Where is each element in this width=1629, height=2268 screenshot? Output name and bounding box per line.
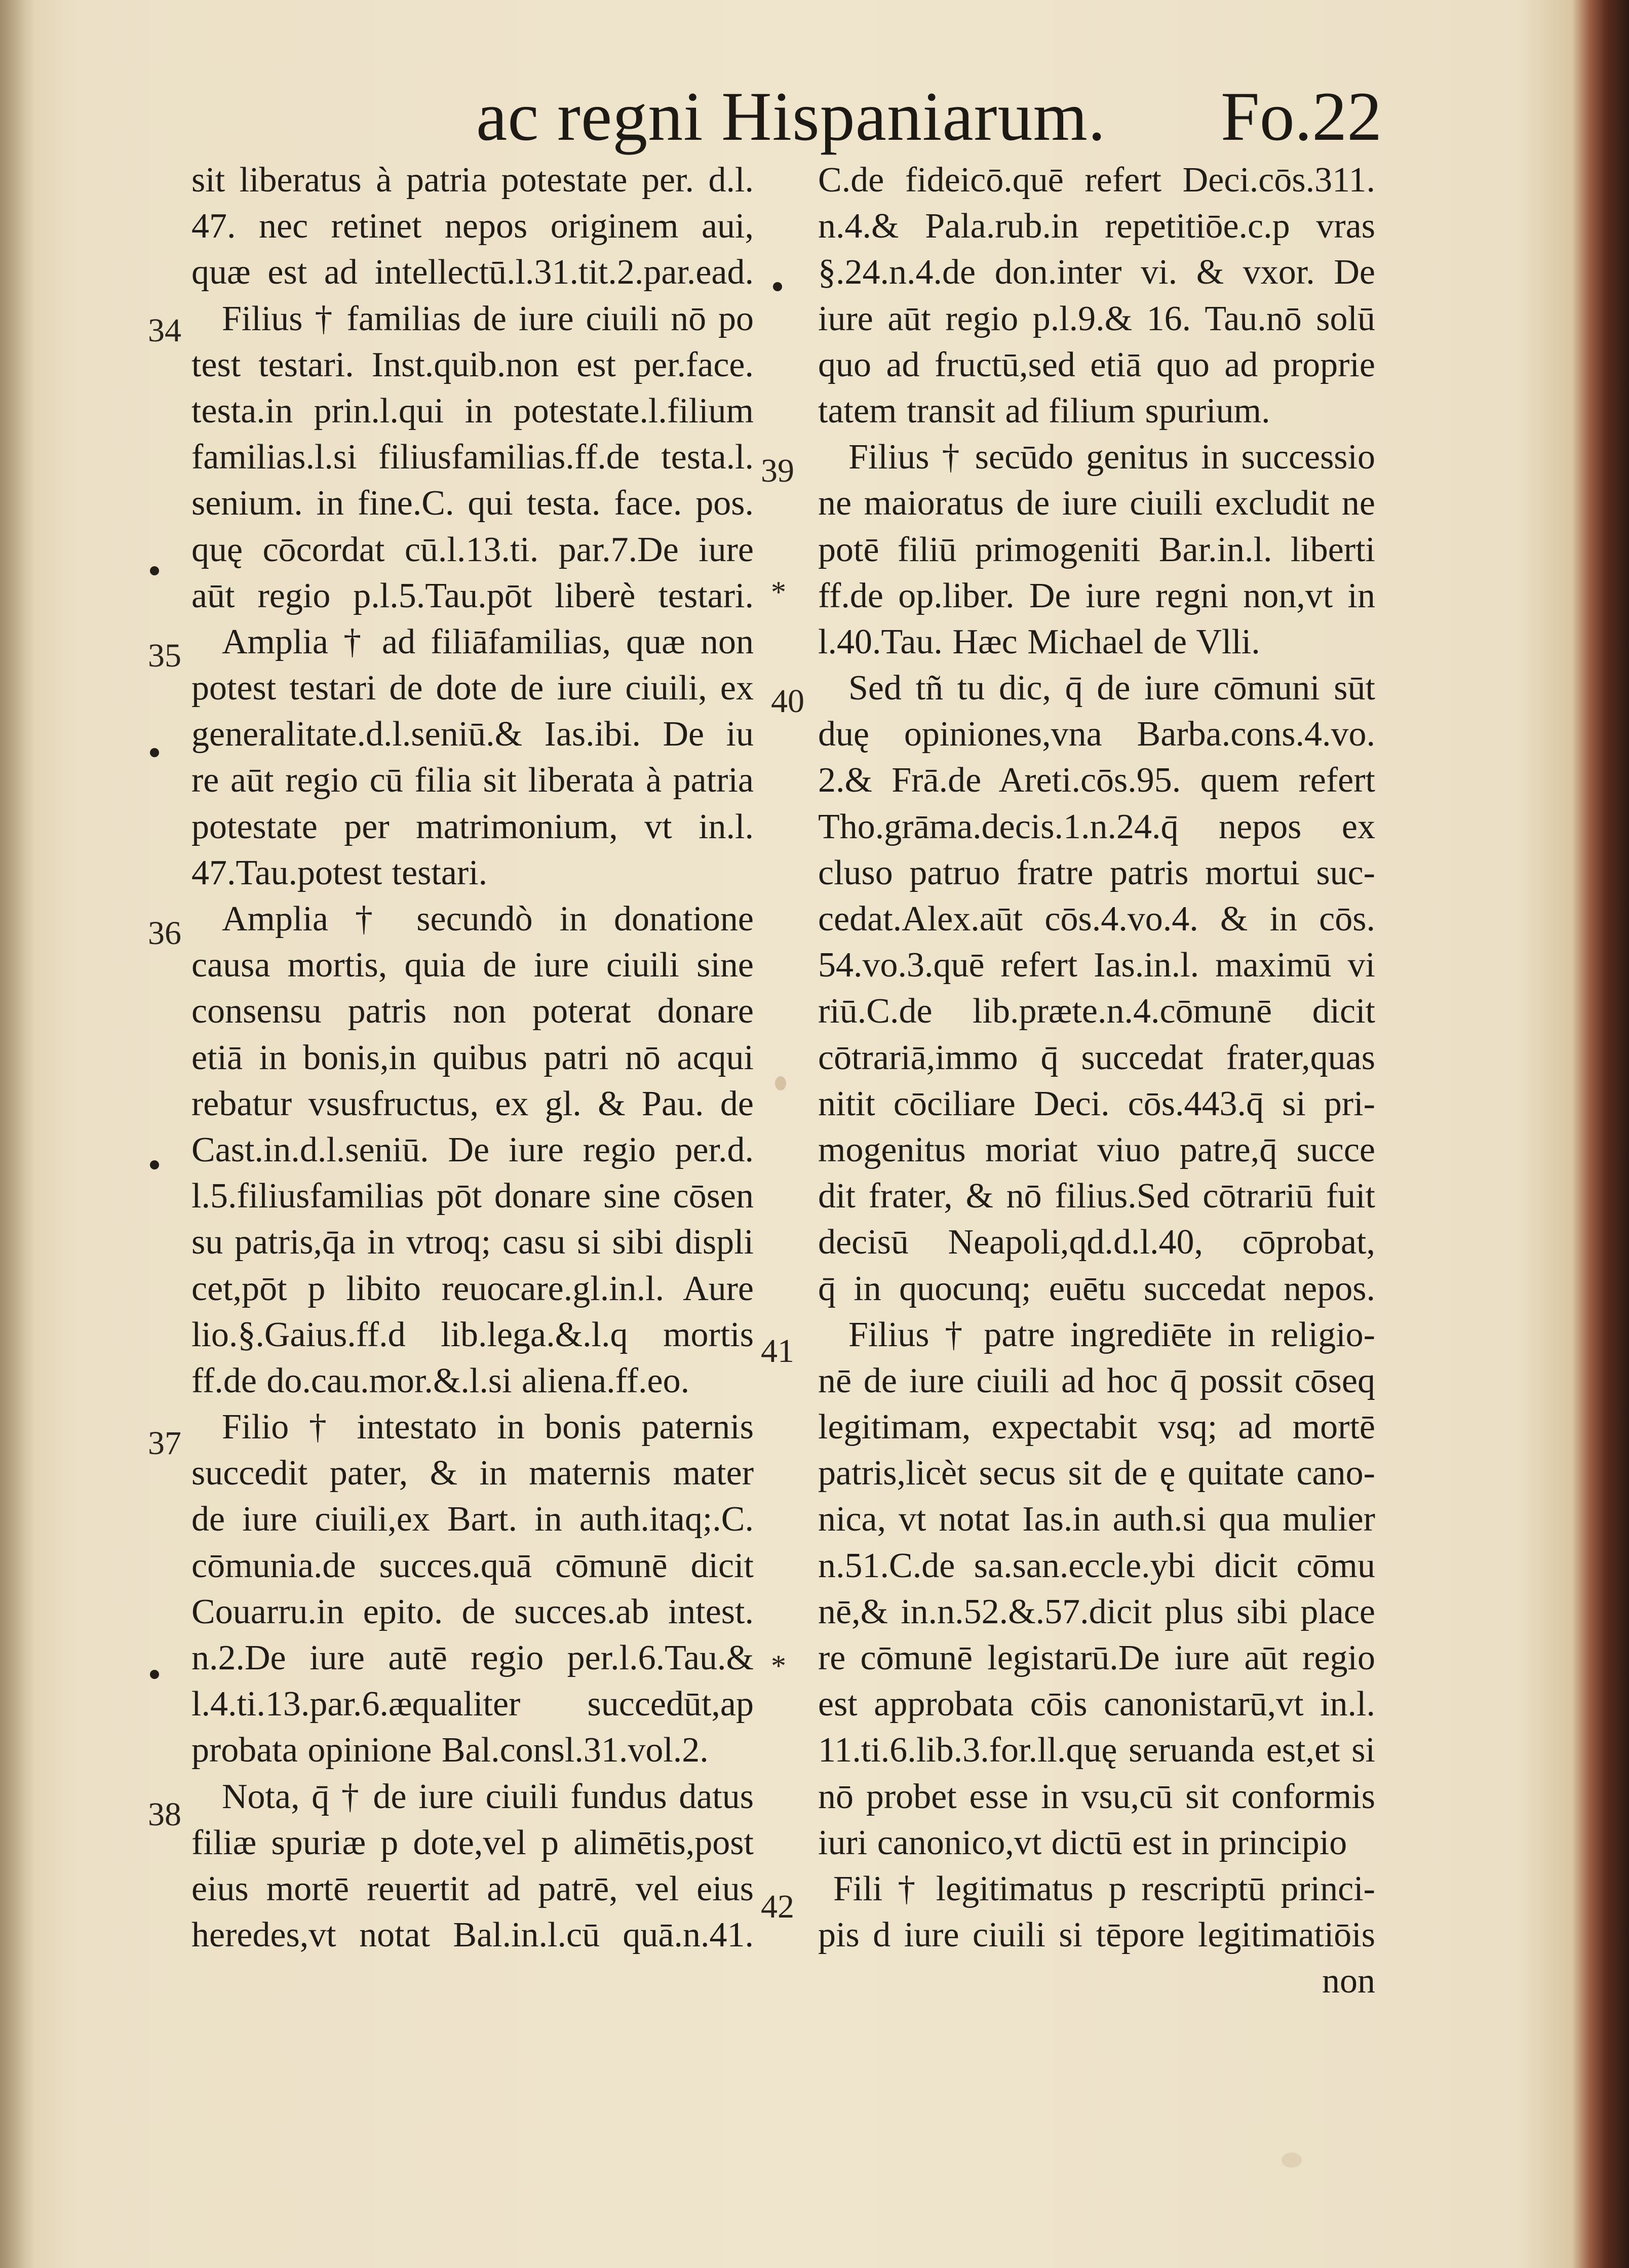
- text-line: quæ est ad intellectū.l.31.tit.2.par.ead.: [191, 253, 754, 292]
- text-line: §.24.n.4.de don.inter vi. & vxor. De: [818, 253, 1375, 292]
- text-line: test testari. Inst.quib.non est per.face.: [191, 345, 754, 384]
- text-line: decisū Neapoli,qd.d.l.40, cōprobat,: [818, 1223, 1375, 1262]
- margin-bullet: [150, 1160, 159, 1169]
- text-line: duę opiniones,vna Barba.cons.4.vo.: [818, 715, 1375, 754]
- text-line: iuri canonico,vt dictū est in principio: [818, 1823, 1347, 1862]
- text-line: 11.ti.6.lib.3.for.ll.quę seruanda est,et si: [818, 1731, 1375, 1770]
- text-line: tatem transit ad filium spurium.: [818, 391, 1270, 431]
- text-line: Filius † patre ingrediēte in religio-: [848, 1315, 1375, 1354]
- text-line: 2.& Frā.de Areti.cōs.95. quem refert: [818, 761, 1375, 800]
- paragraph-number-41: 41: [761, 1333, 794, 1370]
- folio-number: Fo.22: [1221, 77, 1382, 155]
- text-line: 47. nec retinet nepos originem aui,: [191, 207, 754, 246]
- text-line: potestate per matrimonium, vt in.l.: [191, 807, 754, 846]
- text-line: probata opinione Bal.consl.31.vol.2.: [191, 1731, 709, 1770]
- text-line: legitimam, expectabit vsq; ad mortē: [818, 1407, 1375, 1447]
- text-line: Cast.in.d.l.seniū. De iure regio per.d.: [191, 1130, 754, 1169]
- text-line: rebatur vsusfructus, ex gl. & Pau. de: [191, 1084, 754, 1123]
- text-line: 47.Tau.potest testari.: [191, 853, 488, 892]
- text-line: Amplia † secundò in donatione: [222, 900, 754, 939]
- text-line: potest testari de dote de iure ciuili, ex: [191, 669, 754, 708]
- paragraph-number-40: 40: [771, 683, 804, 720]
- margin-bullet: [150, 748, 159, 757]
- text-line: Couarru.in epito. de succes.ab intest.: [191, 1592, 754, 1631]
- text-line: nō probet esse in vsu,cū sit conformis: [818, 1777, 1375, 1816]
- text-line: senium. in fine.C. qui testa. face. pos.: [191, 484, 754, 523]
- text-line: est approbata cōis canonistarū,vt in.l.: [818, 1685, 1375, 1724]
- text-line: l.4.ti.13.par.6.æqualiter succedūt,ap: [191, 1685, 754, 1724]
- paper-stain: [1282, 2153, 1302, 2168]
- text-line: Fili † legitimatus p rescriptū princi-: [833, 1869, 1375, 1908]
- running-head: ac regni Hispaniarum.: [476, 77, 1106, 155]
- text-line: su patris,q̄a in vtroq; casu si sibi displi: [191, 1223, 754, 1262]
- text-line: n.51.C.de sa.san.eccle.ybi dicit cōmu: [818, 1546, 1375, 1585]
- text-line: etiā in bonis,in quibus patri nō acqui: [191, 1038, 754, 1077]
- text-line: cluso patruo fratre patris mortui suc-: [818, 853, 1375, 892]
- margin-bullet: [150, 1670, 159, 1679]
- text-line: nē,& in.n.52.&.57.dicit plus sibi place: [818, 1592, 1375, 1631]
- left-text-column: [191, 157, 754, 1958]
- text-line: Tho.grāma.decis.1.n.24.q̄ nepos ex: [818, 807, 1375, 846]
- text-line: l.40.Tau. Hæc Michael de Vlli.: [818, 622, 1260, 661]
- margin-bullet: [150, 566, 159, 575]
- text-line: cōtrariā,immo q̄ succedat frater,quas: [818, 1038, 1375, 1077]
- text-line: Amplia † ad filiāfamilias, quæ non: [222, 622, 754, 661]
- text-line: Filius † secūdo genitus in successio: [848, 438, 1375, 477]
- text-line: patris,licèt secus sit de ę quitate cano-: [818, 1454, 1375, 1493]
- text-line: n.4.& Pala.rub.in repetitiōe.c.p vras: [818, 207, 1375, 246]
- margin-asterisk-icon: *: [771, 575, 786, 609]
- text-line: n.2.De iure autē regio per.l.6.Tau.&: [191, 1638, 754, 1677]
- text-line: testa.in prin.l.qui in potestate.l.filium: [191, 391, 754, 431]
- text-line: lio.§.Gaius.ff.d lib.lega.&.l.q mortis: [191, 1315, 754, 1354]
- text-line: nitit cōciliare Deci. cōs.443.q̄ si pri-: [818, 1084, 1375, 1123]
- text-line: Filius † familias de iure ciuili nō po: [222, 299, 754, 338]
- text-line: aūt regio p.l.5.Tau.pōt liberè testari.: [191, 576, 754, 615]
- text-line: q̄ in quocunq; euētu succedat nepos.: [818, 1269, 1375, 1308]
- text-line: filiæ spuriæ p dote,vel p alimētis,post: [191, 1823, 754, 1862]
- text-line: re aūt regio cū filia sit liberata à patria: [191, 761, 754, 800]
- text-line: riū.C.de lib.præte.n.4.cōmunē dicit: [818, 992, 1375, 1031]
- text-line: mogenitus moriat viuo patre,q̄ succe: [818, 1130, 1375, 1169]
- paragraph-number-37: 37: [148, 1425, 181, 1462]
- margin-asterisk-icon: *: [771, 1649, 786, 1683]
- text-line: generalitate.d.l.seniū.& Ias.ibi. De iu: [191, 715, 754, 754]
- right-text-column: [818, 157, 1375, 2005]
- text-line: heredes,vt notat Bal.in.l.cū quā.n.41.: [191, 1915, 754, 1955]
- text-line: familias.l.si filiusfamilias.ff.de testa.l.: [191, 438, 754, 477]
- text-line: iure aūt regio p.l.9.& 16. Tau.nō solū: [818, 299, 1375, 338]
- text-line: nē de iure ciuili ad hoc q̄ possit cōseq: [818, 1361, 1375, 1400]
- paper-stain: [775, 1076, 786, 1090]
- text-line: cet,pōt p libito reuocare.gl.in.l. Aure: [191, 1269, 754, 1308]
- text-line: ne maioratus de iure ciuili excludit ne: [818, 484, 1375, 523]
- text-line: sit liberatus à patria potestate per. d.l.: [191, 161, 754, 200]
- paragraph-number-39: 39: [761, 452, 794, 489]
- text-line: quę cōcordat cū.l.13.ti. par.7.De iure: [191, 530, 754, 569]
- paragraph-number-35: 35: [148, 637, 181, 674]
- text-line: pis d iure ciuili si tēpore legitimatiōis: [818, 1915, 1375, 1955]
- text-line: quo ad fructū,sed etiā quo ad proprie: [818, 345, 1375, 384]
- catchword: non: [1322, 1962, 1375, 2001]
- paragraph-number-34: 34: [148, 312, 181, 349]
- text-line: dit frater, & nō filius.Sed cōtrariū fuit: [818, 1177, 1375, 1216]
- text-line: succedit pater, & in maternis mater: [191, 1454, 754, 1493]
- text-line: Nota, q̄ † de iure ciuili fundus datus: [222, 1777, 754, 1816]
- text-line: cedat.Alex.aūt cōs.4.vo.4. & in cōs.: [818, 900, 1375, 939]
- text-line: de iure ciuili,ex Bart. in auth.itaq;.C.: [191, 1500, 754, 1539]
- paragraph-number-38: 38: [148, 1796, 181, 1833]
- text-line: C.de fideicō.quē refert Deci.cōs.311.: [818, 161, 1375, 200]
- text-line: consensu patris non poterat donare: [191, 992, 754, 1031]
- margin-bullet: [773, 282, 782, 291]
- text-line: eius mortē reuertit ad patrē, vel eius: [191, 1869, 754, 1908]
- text-line: Filio † intestato in bonis paternis: [222, 1407, 754, 1447]
- text-line: potē filiū primogeniti Bar.in.l. liberti: [818, 530, 1375, 569]
- gutter-shadow: [0, 0, 35, 2268]
- text-line: nica, vt notat Ias.in auth.si qua mulier: [818, 1500, 1375, 1539]
- text-line: Sed tñ tu dic, q̄ de iure cōmuni sūt: [848, 669, 1375, 708]
- text-line: ff.de op.liber. De iure regni non,vt in: [818, 576, 1375, 615]
- text-line: ff.de do.cau.mor.&.l.si aliena.ff.eo.: [191, 1361, 690, 1400]
- text-line: l.5.filiusfamilias pōt donare sine cōsen: [191, 1177, 754, 1216]
- text-line: causa mortis, quia de iure ciuili sine: [191, 946, 754, 985]
- text-line: cōmunia.de succes.quā cōmunē dicit: [191, 1546, 754, 1585]
- paragraph-number-42: 42: [761, 1888, 794, 1925]
- text-line: 54.vo.3.quē refert Ias.in.l. maximū vi: [818, 946, 1375, 985]
- paragraph-number-36: 36: [148, 915, 181, 952]
- text-line: re cōmunē legistarū.De iure aūt regio: [818, 1638, 1375, 1677]
